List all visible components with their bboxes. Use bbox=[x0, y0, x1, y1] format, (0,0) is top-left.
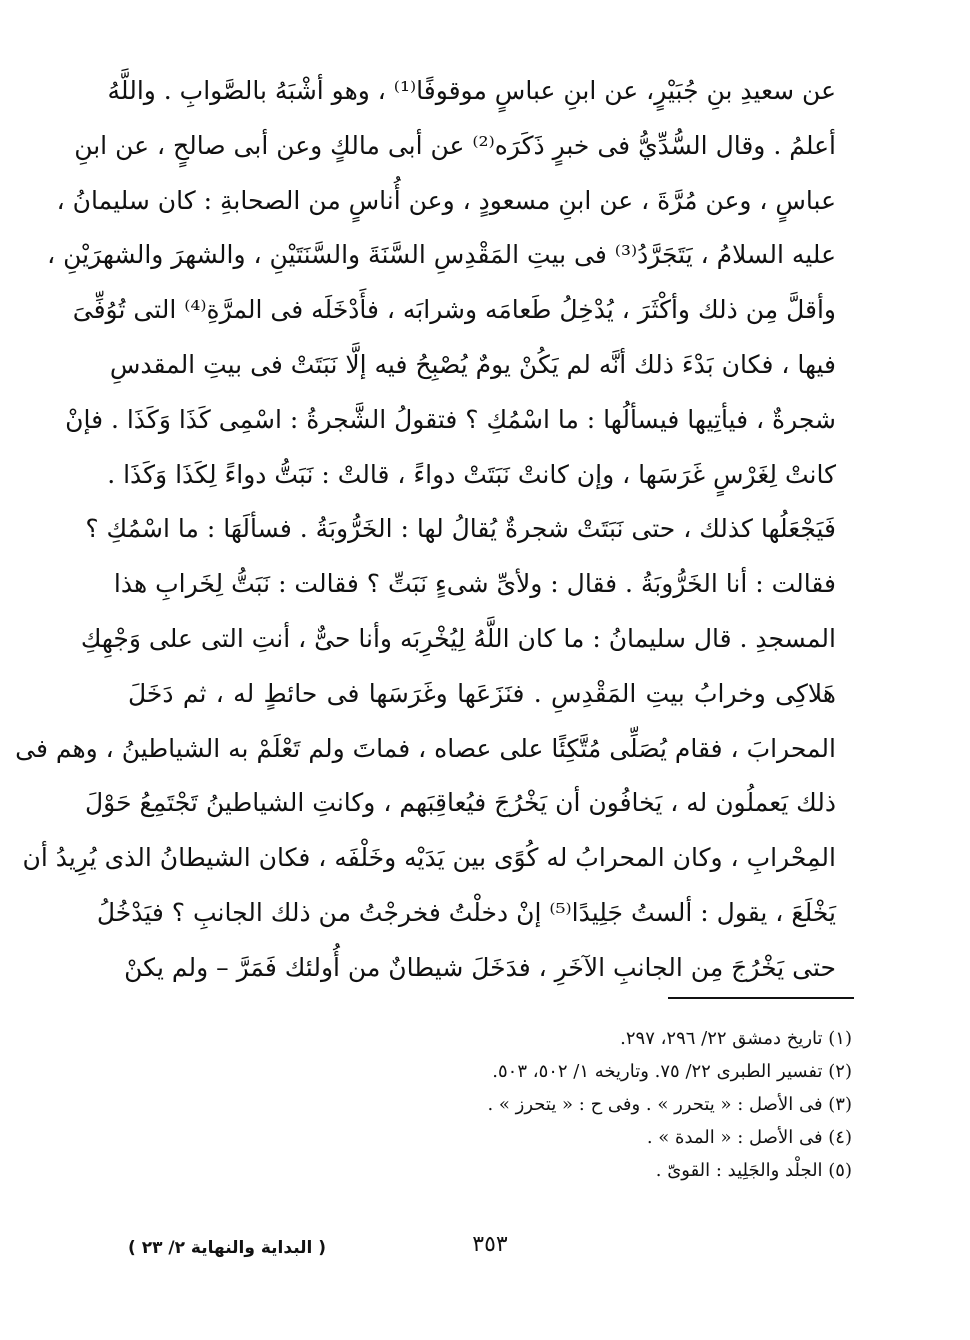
text-line: وأقلَّ مِن ذلك وأكْثَرَ ، يُدْخِلُ طَعامَه وشرابَه ، فأَدْخَلَه فى المرَّةِ⁽⁴⁾ التى تُوُفِّىَ bbox=[72, 295, 836, 325]
text-line: فقالت : أنا الخَرُّوبَةُ . فقال : ولأىِّ شىءٍ نَبَتِّ ؟ فقالت : نَبَتُّ لِخَرابِ هذا bbox=[113, 569, 836, 599]
text-line: فيها ، فكان بَدْءَ ذلك أنَّه لم يَكُنْ يومٌ يُصْبِحُ فيه إلَّا نَبَتَتْ فى بيتِ المقدسِ bbox=[109, 349, 836, 379]
footnote: (٣) فى الأصل : « يتحرر » . وفى ح : « يتحرز » . bbox=[487, 1094, 852, 1115]
footnotes-block bbox=[332, 1022, 852, 1187]
text-line: كانتْ لِغَرْسٍ غَرَسَها ، وإن كانتْ نَبَتَتْ دواءً ، قالتْ : نَبَتُّ دواءً لِكَذَا وَكَذَا . bbox=[107, 459, 836, 489]
text-line: عباسٍ ، وعن مُرَّةَ ، عن ابنِ مسعودٍ ، وعن أُناسٍ من الصحابةِ : كان سليمانُ ، bbox=[56, 185, 836, 215]
text-line: حتى يَخْرُجَ مِن الجانبِ الآخَرِ ، فدَخَلَ شيطانٌ من أُولئك فَمَرَّ – ولم يكنْ bbox=[124, 952, 836, 982]
footnote: (٤) فى الأصل : « المدة » . bbox=[646, 1127, 852, 1148]
text-line: المسجدِ . قال سليمانُ : ما كان اللَّهُ لِيُخْرِبَه وأنا حىٌّ ، أنتِ التى على وَجْهِكِ bbox=[80, 623, 836, 653]
text-line: فَيَجْعَلُها كذلك ، حتى نَبَتَتْ شجرةٌ يُقالُ لها : الخَرُّوبَةُ . فسألَهَا : ما اسْمُكِ ؟ bbox=[85, 514, 836, 544]
text-line: المِحْرابِ ، وكان المحرابُ له كُوًى بين يَدَيْه وخَلْفَه ، فكان الشيطانُ الذى يُرِيدُ أن bbox=[22, 843, 836, 873]
main-text-block bbox=[15, 64, 836, 996]
text-line: شجرةٌ ، فيأتِيها فيسألُها : ما اسْمُكِ ؟ فتقولُ الشَّجرةُ : اسْمِى كَذَا وَكَذَا . فإنْ bbox=[65, 404, 836, 434]
text-line: عن سعيدِ بنِ جُبَيْرٍ، عن ابنِ عباسٍ موقوفًا⁽¹⁾ ، وهو أشْبَهُ بالصَّوابِ . واللَّهُ bbox=[107, 76, 836, 105]
text-line: يَخْلَعَ ، يقول : ألستُ جَلِيدًا⁽⁵⁾ إنْ دخلْتُ فخرجْتُ من ذلك الجانبِ ؟ فيَدْخُلُ bbox=[96, 897, 836, 927]
page-number: ٣٥٣ bbox=[472, 1232, 508, 1257]
text-line: ذلك يَعملُون له ، يَخافُون أن يَخْرُجَ فيُعاقِبَهم ، وكانتِ الشياطينُ تَجْتَمِعُ حَوْلَ bbox=[85, 788, 836, 818]
footnote: (٢) تفسير الطبرى ٢٢/ ٧٥. وتاريخه ١/ ٥٠٢، ٥٠٣. bbox=[492, 1061, 852, 1082]
text-line: المحرابَ ، فقام يُصَلِّى مُتَّكِئًا على عصاه ، فماتَ ولم تَعْلَمْ به الشياطينُ ، وهم فى bbox=[15, 733, 836, 763]
text-line: أعلمُ . وقال السُّدِّيُّ فى خبرٍ ذَكَرَه⁽²⁾ عن أبى مالكٍ وعن أبى صالحٍ ، عن ابنِ bbox=[74, 130, 836, 160]
footnote-separator bbox=[668, 997, 854, 999]
text-line: هَلاكِى وخرابُ بيتِ المَقْدِسِ . فنَزَعَها وغَرَسَها فى حائطٍ له ، ثم دَخَلَ bbox=[128, 678, 836, 708]
running-footer: ( البداية والنهاية ٢/ ٢٣ ) bbox=[128, 1238, 327, 1258]
footnote: (١) تاريخ دمشق ٢٢/ ٢٩٦، ٢٩٧. bbox=[620, 1028, 852, 1049]
footnote: (٥) الجلْد والجَلِيد : القوىّ . bbox=[655, 1160, 852, 1181]
text-line: عليه السلامُ ، يَتَجَرَّدُ⁽³⁾ فى بيتِ المَقْدِسِ السَّنَةَ والسَّنَتَيْنِ ، والشهرَ والشهرَيْنِ ، bbox=[47, 240, 836, 270]
